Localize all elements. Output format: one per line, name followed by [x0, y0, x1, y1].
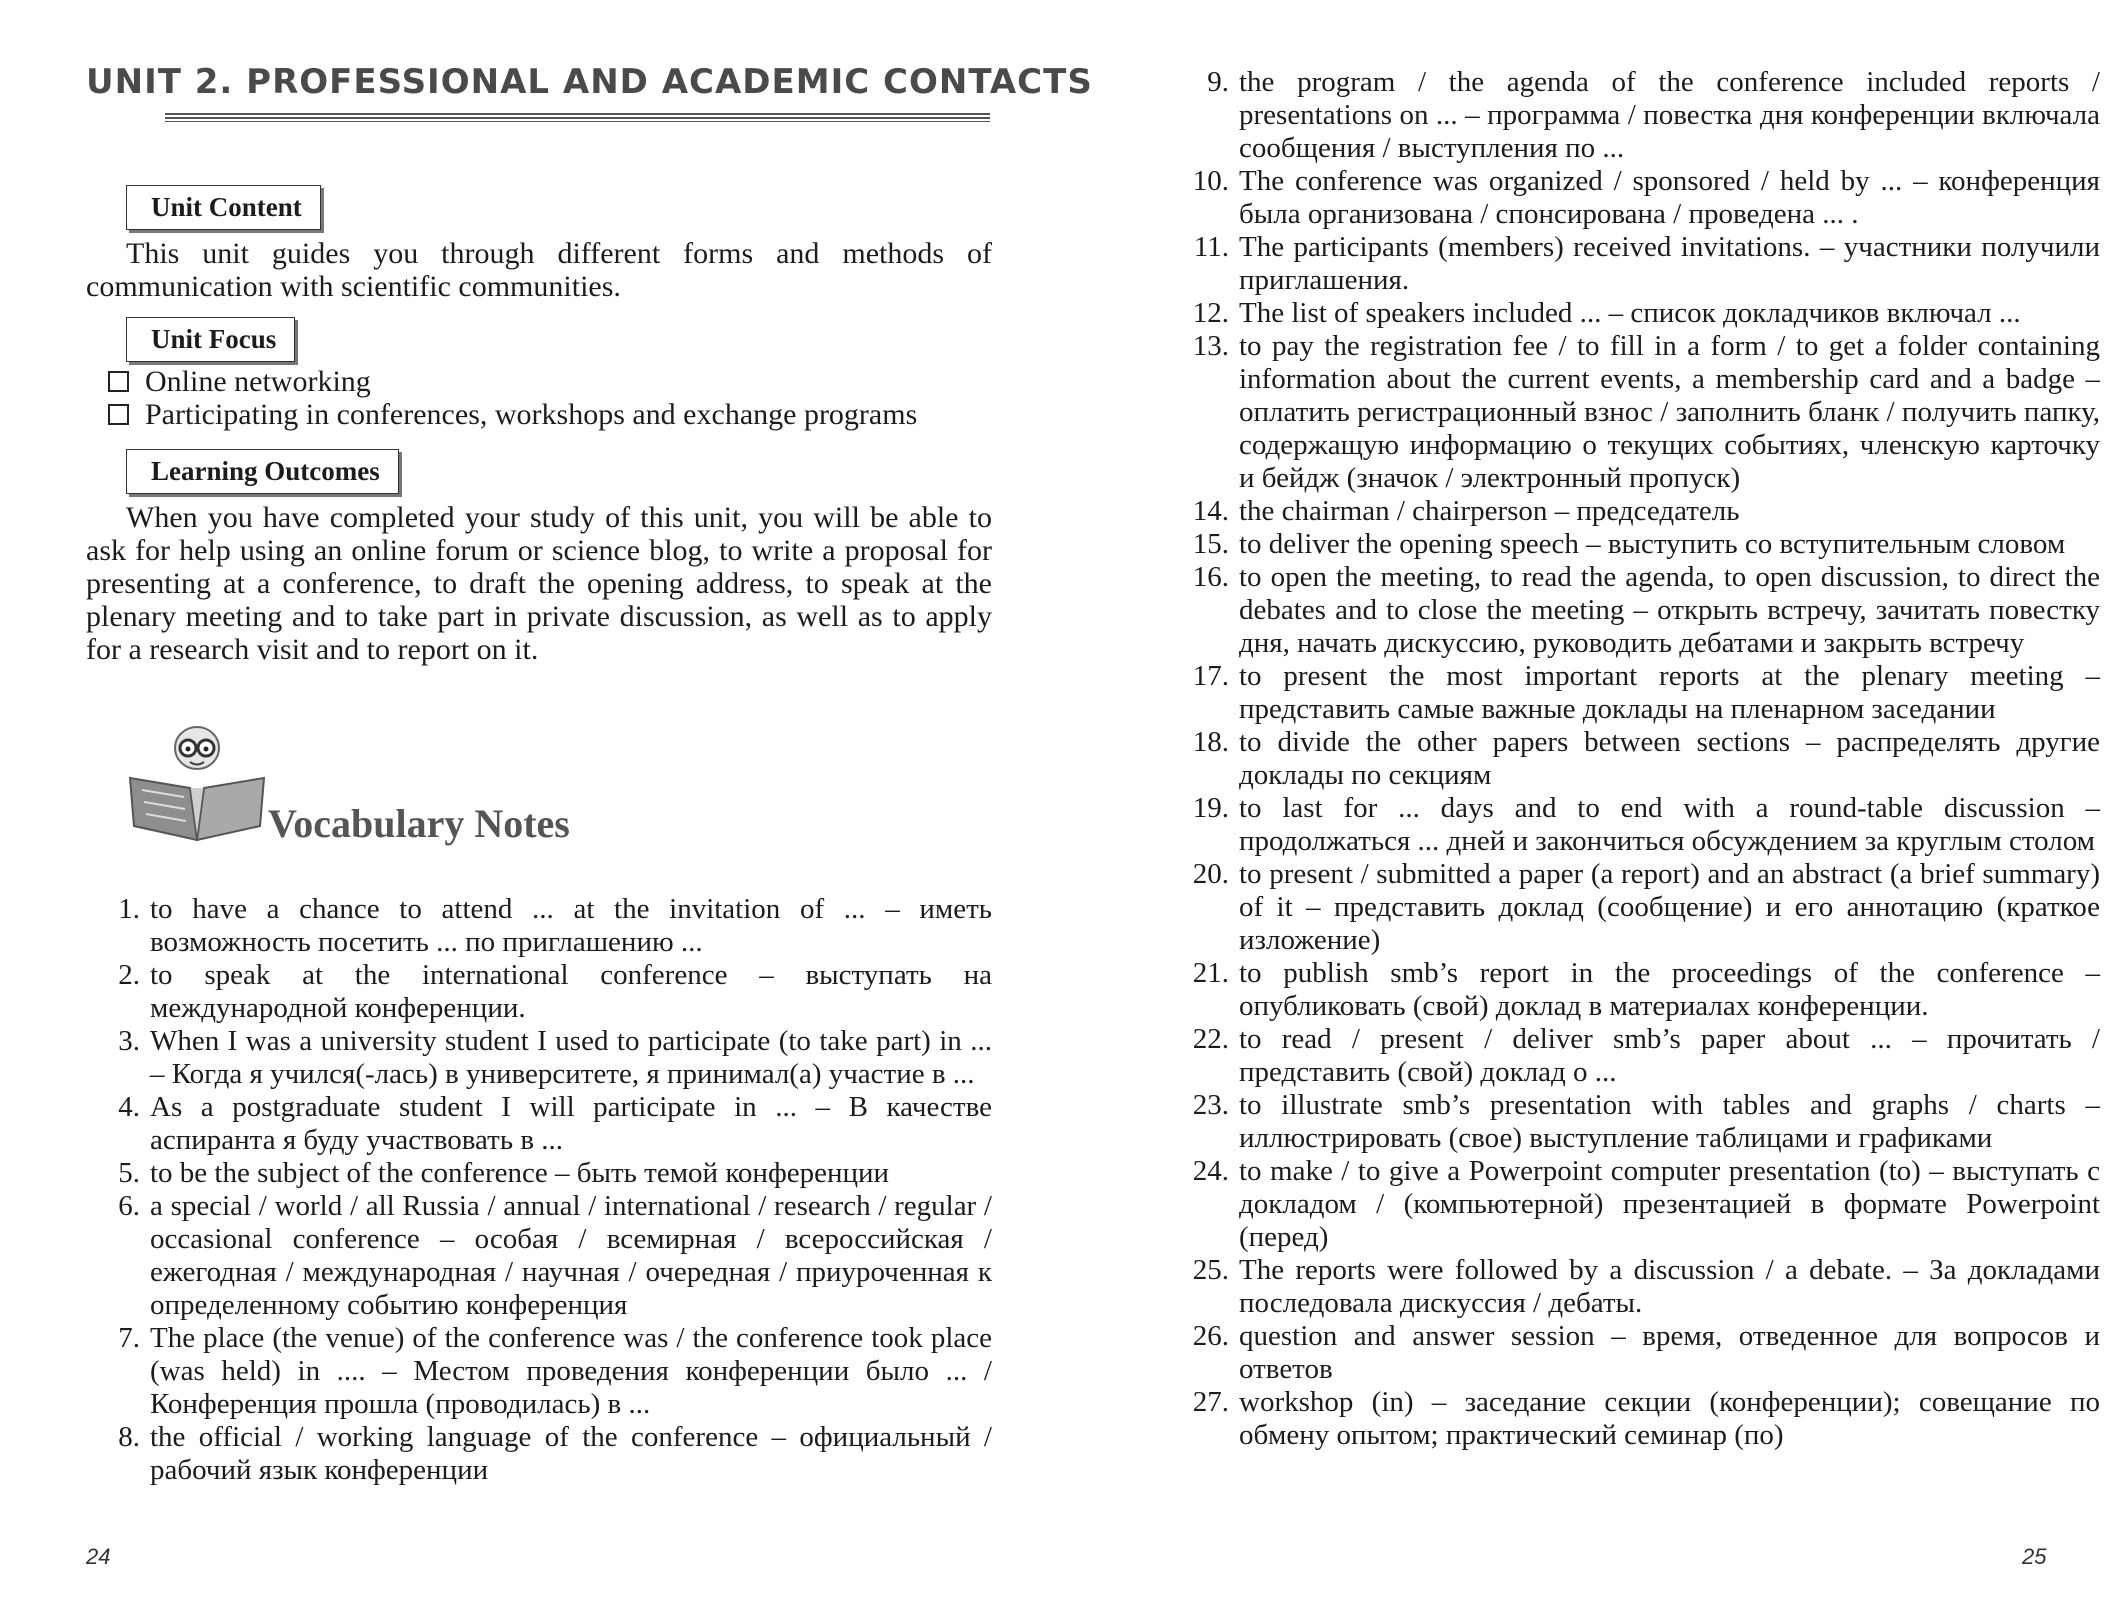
item-number: 16.	[1192, 561, 1229, 593]
list-item	[1145, 1023, 2100, 1089]
item-text: The reports were followed by a discussion / a debate. – За докладами последовала дискуссия / дебаты.	[1239, 1254, 2100, 1319]
list-item	[86, 1091, 992, 1157]
item-number: 12.	[1192, 297, 1229, 329]
item-number: 24.	[1192, 1155, 1229, 1187]
item-number: 19.	[1192, 792, 1229, 824]
list-item	[1145, 1254, 2100, 1320]
item-number: 11.	[1193, 231, 1229, 263]
list-item	[1145, 1386, 2100, 1452]
item-text: to divide the other papers between sections – распределять другие доклады по секциям	[1239, 726, 2100, 791]
item-text: to open the meeting, to read the agenda, to open discussion, to direct the debates and to close the meeting – открыть встречу, зачитать повестку дня, начать дискуссию, руководить дебатами и закрыть встречу	[1239, 561, 2100, 659]
list-item	[1145, 66, 2100, 165]
unit-focus-heading: Unit Focus	[126, 317, 295, 362]
item-text: question and answer session – время, отведенное для вопросов и ответов	[1239, 1320, 2100, 1385]
item-number: 27.	[1192, 1386, 1229, 1418]
item-text: the chairman / chairperson – председатель	[1239, 495, 1740, 527]
list-item	[86, 1421, 992, 1487]
item-number: 13.	[1192, 330, 1229, 362]
item-number: 20.	[1192, 858, 1229, 890]
item-number: 15.	[1192, 528, 1229, 560]
item-text: the official / working language of the conference – официальный / рабочий язык конференции	[150, 1421, 992, 1486]
item-text: workshop (in) – заседание секции (конференции); совещание по обмену опытом; практический семинар (по)	[1239, 1386, 2100, 1451]
item-number: 10.	[1192, 165, 1229, 197]
unit-focus-list	[108, 365, 917, 431]
item-text: to make / to give a Powerpoint computer presentation (to) – выступать с докладом / (компьютерной) презентацией в формате Powerpoint (перед)	[1239, 1155, 2100, 1253]
item-text: to publish smb’s report in the proceedings of the conference – опубликовать (свой) доклад в материалах конференции.	[1239, 957, 2100, 1022]
list-item	[86, 1025, 992, 1091]
item-number: 22.	[1192, 1023, 1229, 1055]
list-item	[1145, 660, 2100, 726]
list-item	[1145, 957, 2100, 1023]
unit-content-heading: Unit Content	[126, 185, 321, 230]
list-item	[86, 893, 992, 959]
learning-outcomes-heading: Learning Outcomes	[126, 449, 399, 494]
list-item	[108, 398, 917, 431]
list-item	[1145, 561, 2100, 660]
item-text: to deliver the opening speech – выступить со вступительным словом	[1239, 528, 2066, 560]
list-item	[1145, 165, 2100, 231]
list-item	[1145, 726, 2100, 792]
list-item	[1145, 1089, 2100, 1155]
item-number: 9.	[1207, 66, 1229, 98]
reading-owl-icon	[122, 722, 272, 852]
learning-outcomes-text: When you have completed your study of this unit, you will be able to ask for help using an online forum or science blog, to write a proposal for presenting at a conference, to draft the opening address, to speak at the plenary meeting and to take part in private discussion, as well as to apply for a research visit and to report on it.	[86, 501, 992, 666]
right-page	[1059, 0, 2118, 1605]
list-item	[1145, 231, 2100, 297]
item-text: the program / the agenda of the conference included reports / presentations on ... – программа / повестка дня конференции включала сообщения / выступления по ...	[1239, 66, 2100, 164]
list-item	[1145, 495, 2100, 528]
item-text: to present / submitted a paper (a report) and an abstract (a brief summary) of it – представить доклад (сообщение) и его аннотацию (краткое изложение)	[1239, 858, 2100, 956]
list-item	[86, 1190, 992, 1322]
focus-item-label: Participating in conferences, workshops and exchange programs	[145, 398, 918, 431]
list-item	[108, 365, 917, 398]
checkbox-icon	[108, 371, 129, 392]
list-item	[86, 1322, 992, 1421]
item-text: to have a chance to attend ... at the invitation of ... – иметь возможность посетить ... по приглашению ...	[150, 893, 992, 958]
list-item	[1145, 1320, 2100, 1386]
checkbox-icon	[108, 404, 129, 425]
list-item	[86, 959, 992, 1025]
item-number: 2.	[118, 959, 140, 991]
list-item	[1145, 528, 2100, 561]
item-number: 18.	[1192, 726, 1229, 758]
vocabulary-notes-heading: Vocabulary Notes	[268, 801, 570, 846]
item-text: As a postgraduate student I will participate in ... – В качестве аспиранта я буду участвовать в ...	[150, 1091, 992, 1156]
item-text: to speak at the international conference – выступать на международной конференции.	[150, 959, 992, 1024]
item-text: The place (the venue) of the conference was / the conference took place (was held) in .... – Местом проведения конференции было ... / Конференция прошла (проводилась) в ...	[150, 1322, 992, 1420]
item-text: to be the subject of the conference – быть темой конференции	[150, 1157, 890, 1189]
item-text: to read / present / deliver smb’s paper about ... – прочитать / представить (свой) доклад о ...	[1239, 1023, 2100, 1088]
item-number: 21.	[1192, 957, 1229, 989]
item-number: 23.	[1192, 1089, 1229, 1121]
unit-content-text: This unit guides you through different forms and methods of communication with scientific communities.	[86, 237, 992, 303]
page-number-left: 24	[86, 1544, 111, 1569]
item-number: 5.	[118, 1157, 140, 1189]
item-number: 1.	[118, 893, 140, 925]
item-text: to illustrate smb’s presentation with tables and graphs / charts – иллюстрировать (свое) выступление таблицами и графиками	[1239, 1089, 2100, 1154]
item-number: 14.	[1192, 495, 1229, 527]
page-number-right: 25	[2022, 1544, 2047, 1569]
title-rule	[165, 113, 990, 122]
focus-item-label: Online networking	[145, 365, 371, 398]
item-text: The list of speakers included ... – список докладчиков включал ...	[1239, 297, 2021, 329]
item-number: 8.	[118, 1421, 140, 1453]
item-number: 25.	[1192, 1254, 1229, 1286]
item-text: to last for ... days and to end with a round-table discussion – продолжаться ... дней и закончиться обсуждением за круглым столом	[1239, 792, 2100, 857]
item-number: 4.	[118, 1091, 140, 1123]
item-number: 3.	[118, 1025, 140, 1057]
item-text: a special / world / all Russia / annual / international / research / regular / occasional conference – особая / всемирная / всероссийская / ежегодная / международная / научная / очередная / приуроченная к определенному событию конференция	[150, 1190, 992, 1321]
item-number: 6.	[118, 1190, 140, 1222]
list-item	[1145, 858, 2100, 957]
list-item	[1145, 297, 2100, 330]
item-text: When I was a university student I used to participate (to take part) in ... – Когда я учился(-лась) в университете, я принимал(а) участие в ...	[150, 1025, 992, 1090]
item-number: 7.	[118, 1322, 140, 1354]
vocabulary-list	[86, 893, 992, 1487]
item-text: to pay the registration fee / to fill in a form / to get a folder containing information about the current events, a membership card and a badge – оплатить регистрационный взнос / заполнить бланк / получить папку, содержащую информацию о текущих событиях, членскую карточку и бейдж (значок / электронный пропуск)	[1239, 330, 2100, 494]
item-text: The conference was organized / sponsored / held by ... – конференция была организована / спонсирована / проведена ... .	[1239, 165, 2100, 230]
list-item	[86, 1157, 992, 1190]
item-number: 26.	[1192, 1320, 1229, 1352]
unit-title: UNIT 2. PROFESSIONAL AND ACADEMIC CONTACTS	[86, 62, 1093, 102]
list-item	[1145, 1155, 2100, 1254]
item-text: to present the most important reports at the plenary meeting – представить самые важные доклады на пленарном заседании	[1239, 660, 2100, 725]
vocabulary-list-continued	[1145, 66, 2100, 1452]
list-item	[1145, 792, 2100, 858]
item-number: 17.	[1192, 660, 1229, 692]
item-text: The participants (members) received invitations. – участники получили приглашения.	[1239, 231, 2100, 296]
list-item	[1145, 330, 2100, 495]
